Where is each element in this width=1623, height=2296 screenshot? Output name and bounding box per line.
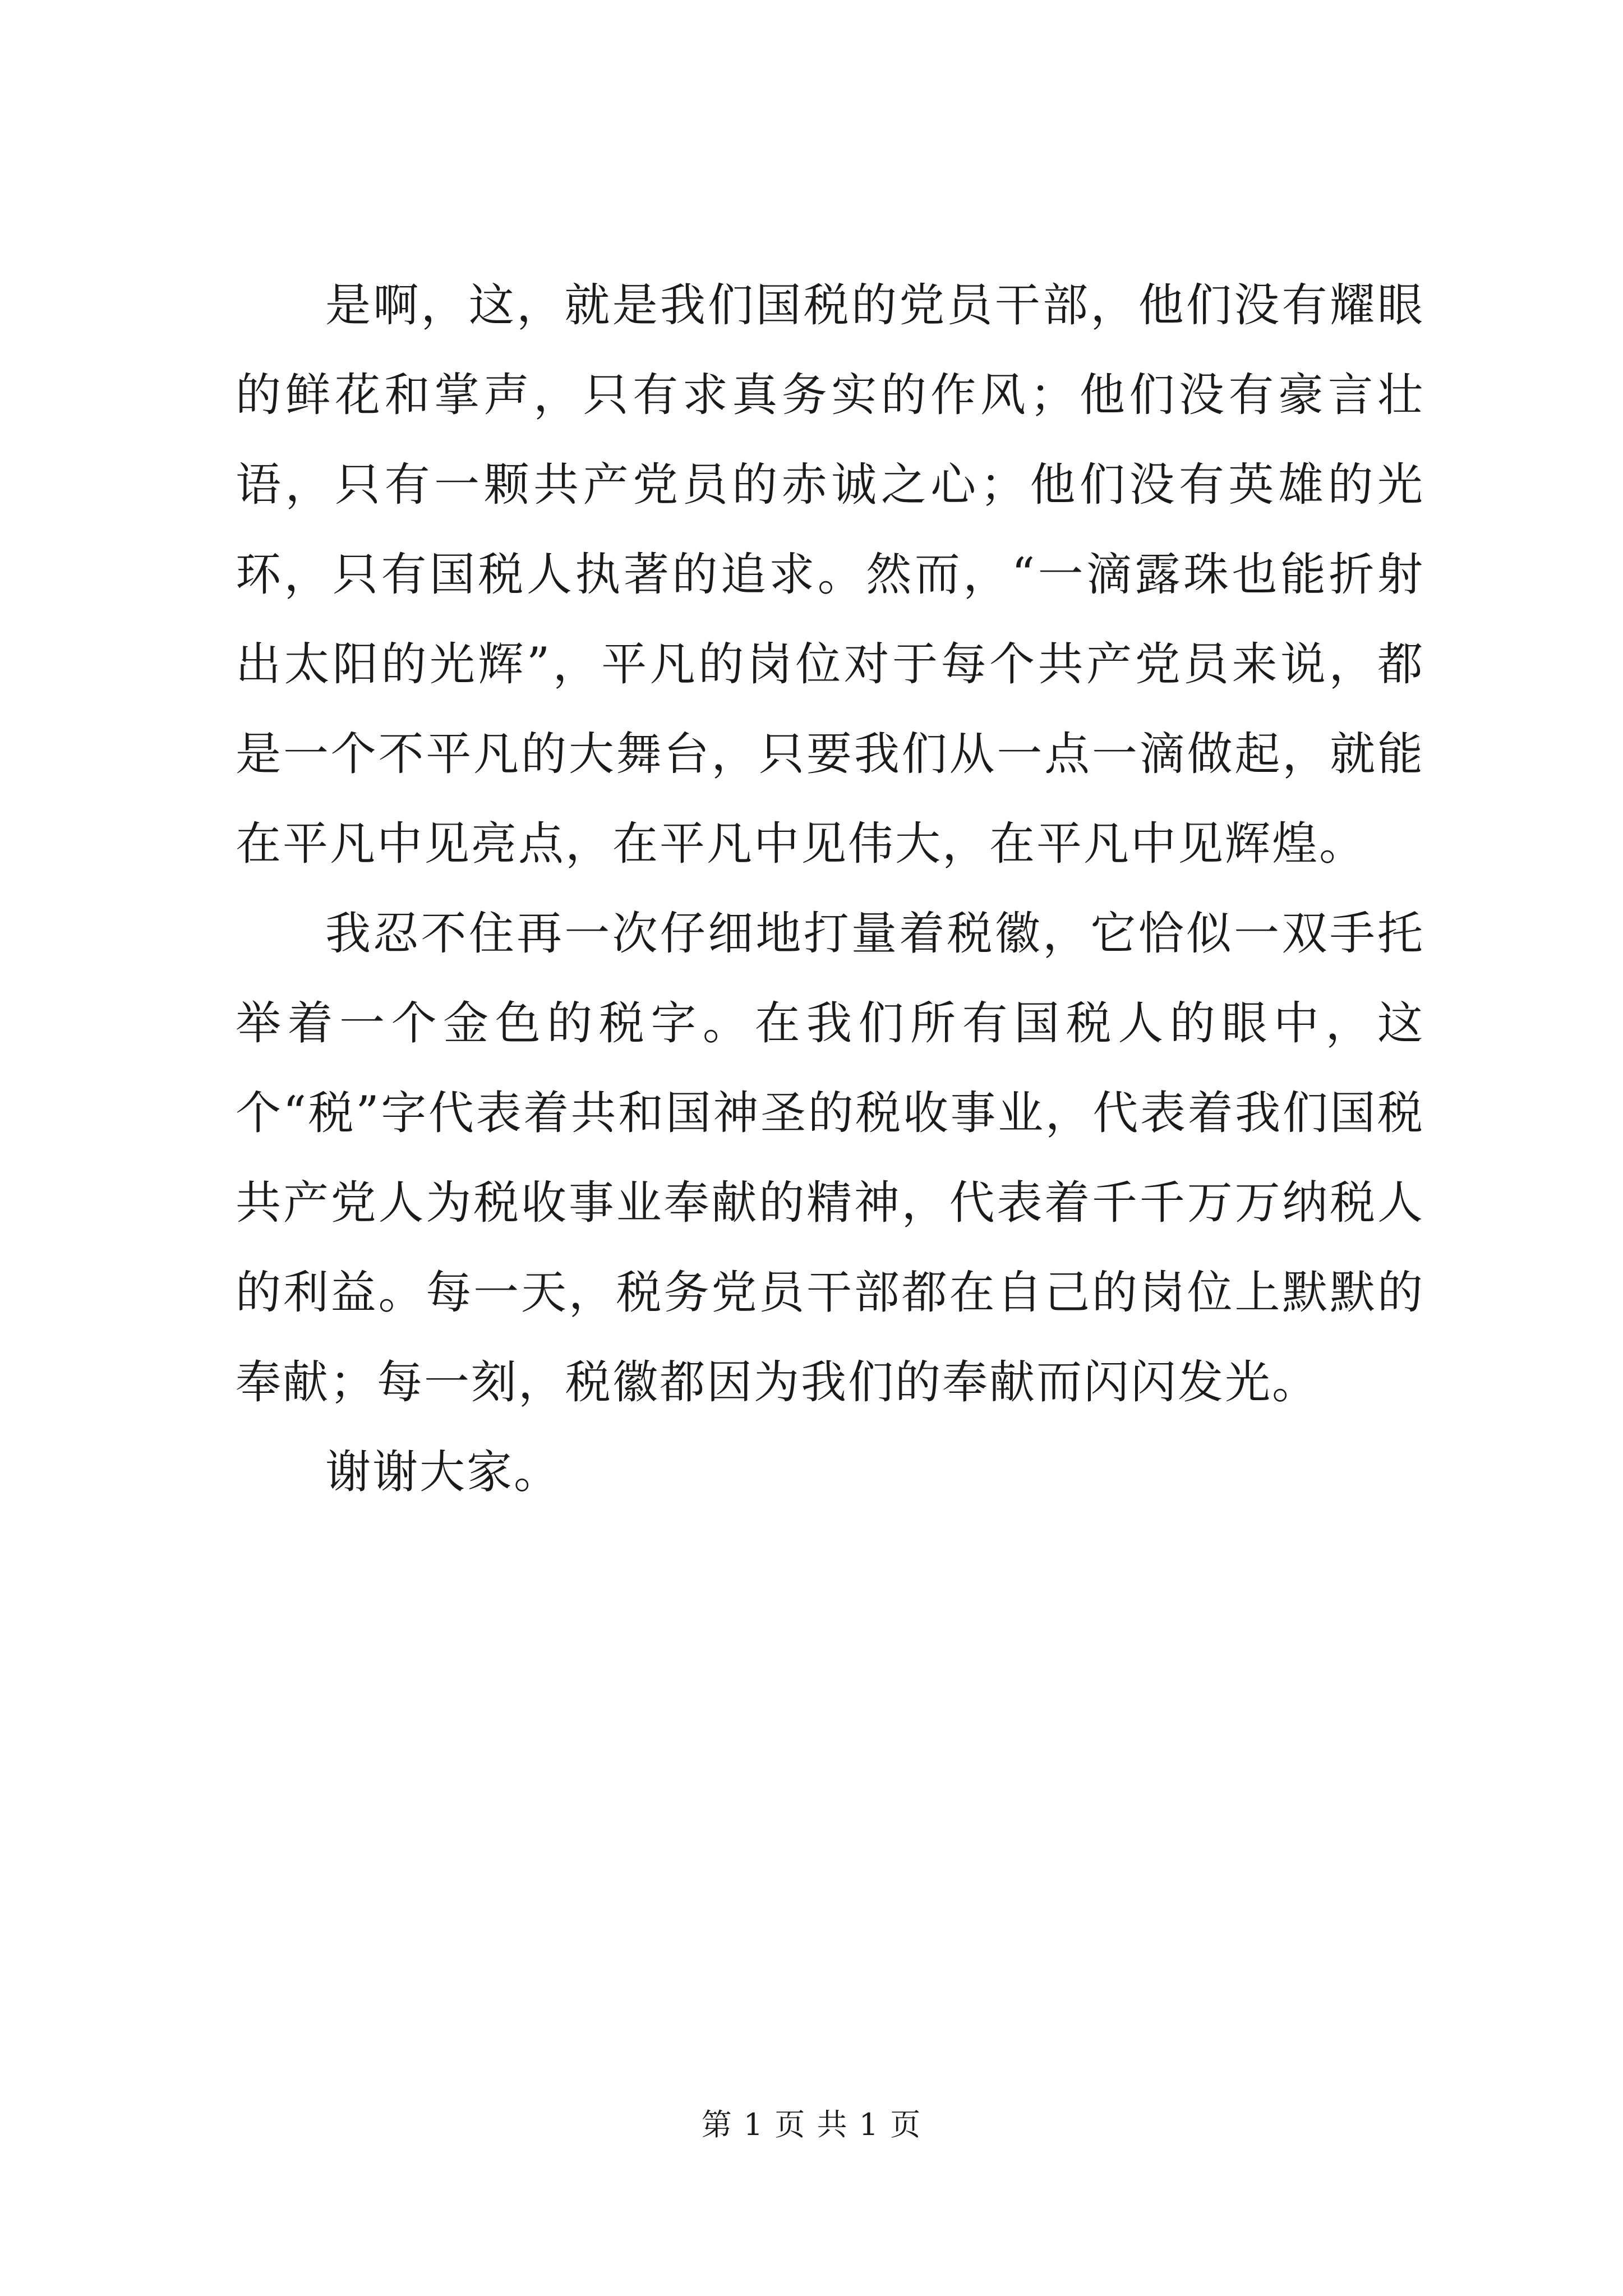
document-body	[236, 261, 1424, 1517]
page-number-footer: 第 1 页 共 1 页	[701, 2107, 922, 2142]
paragraph-1: 是啊，这，就是我们国税的党员干部，他们没有耀眼的鲜花和掌声，只有求真务实的作风；他们没有豪言壮语，只有一颗共产党员的赤诚之心；他们没有英雄的光环，只有国税人执著的追求。然而，“一滴露珠也能折射出太阳的光辉”，平凡的岗位对于每个共产党员来说，都是一个不平凡的大舞台，只要我们从一点一滴做起，就能在平凡中见亮点，在平凡中见伟大，在平凡中见辉煌。	[236, 279, 1424, 871]
paragraph-3: 谢谢大家。	[325, 1446, 561, 1499]
paragraph-2: 我忍不住再一次仔细地打量着税徽，它恰似一双手托举着一个金色的税字。在我们所有国税人的眼中，这个“税”字代表着共和国神圣的税收事业，代表着我们国税共产党人为税收事业奉献的精神，代表着千千万万纳税人的利益。每一天，税务党员干部都在自己的岗位上默默的奉献；每一刻，税徽都因为我们的奉献而闪闪发光。	[236, 908, 1424, 1409]
